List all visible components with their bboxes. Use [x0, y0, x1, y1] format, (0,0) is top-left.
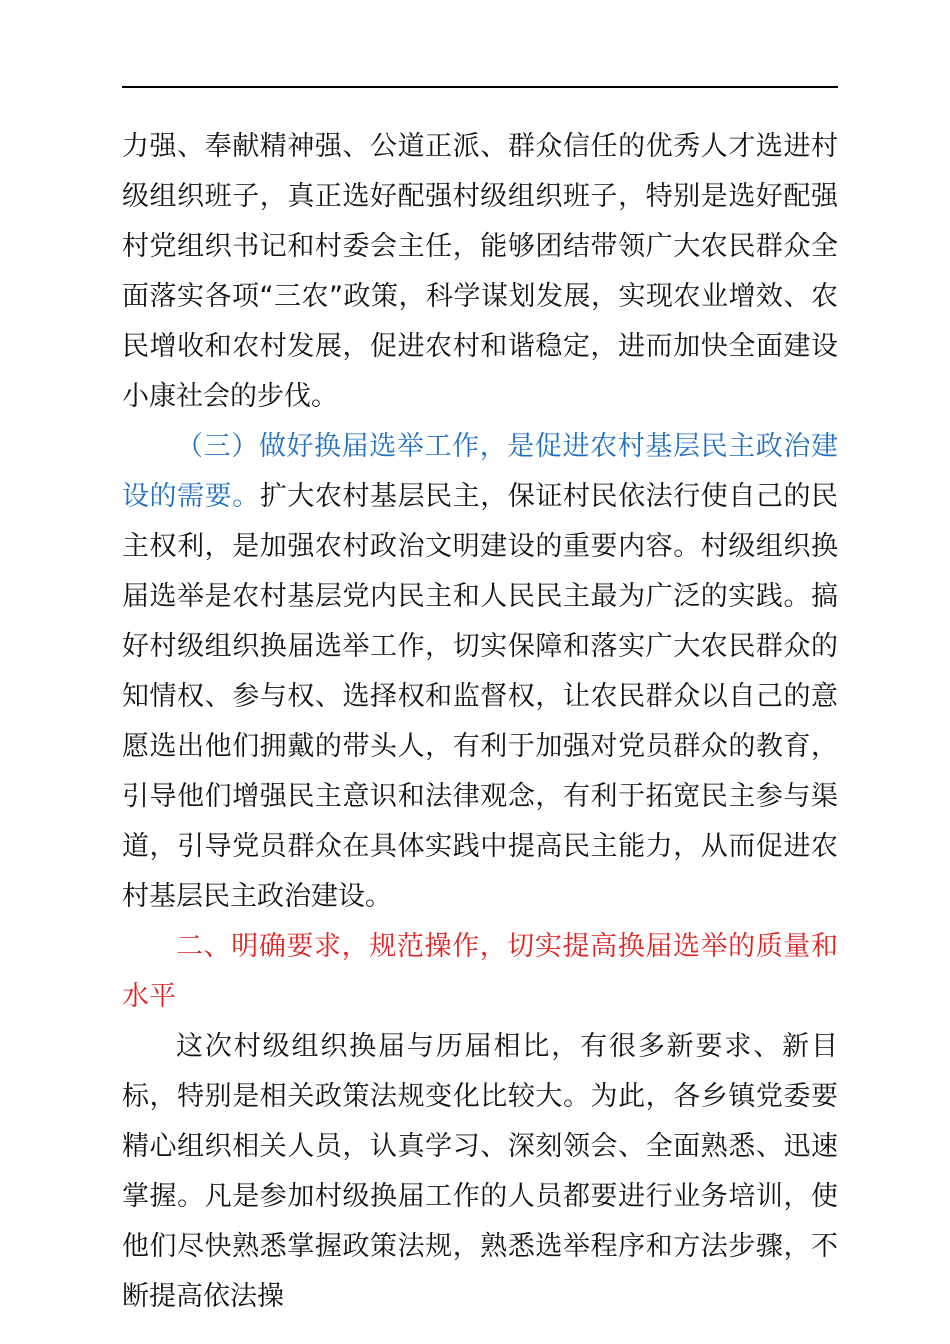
paragraph-subsection-3: [122, 422, 838, 922]
section-heading: 二、明确要求，规范操作，切实提高换届选举的质量和水平: [122, 931, 838, 1012]
body-text: [122, 122, 838, 1322]
paragraph-continued: 力强、奉献精神强、公道正派、群众信任的优秀人才选进村级组织班子，真正选好配强村级组织班子，特别是选好配强村党组织书记和村委会主任，能够团结带领广大农民群众全面落实各项“三农”政策，科学谋划发展，实现农业增效、农民增收和农村发展，促进农村和谐稳定，进而加快全面建设小康社会的步伐。: [122, 131, 838, 412]
subsection-heading: （三）做好换届选举工作，是促进农村基层民主政治建设的需要。: [122, 431, 838, 512]
paragraph-section-2-body: 这次村级组织换届与历届相比，有很多新要求、新目标，特别是相关政策法规变化比较大。为此，各乡镇党委要精心组织相关人员，认真学习、深刻领会、全面熟悉、迅速掌握。凡是参加村级换届工作的人员都要进行业务培训，使他们尽快熟悉掌握政策法规，熟悉选举程序和方法步骤，不断提高依法操: [122, 1031, 838, 1312]
subsection-body: 扩大农村基层民主，保证村民依法行使自己的民主权利，是加强农村政治文明建设的重要内容。村级组织换届选举是农村基层党内民主和人民民主最为广泛的实践。搞好村级组织换届选举工作，切实保障和落实广大农民群众的知情权、参与权、选择权和监督权，让农民群众以自己的意愿选出他们拥戴的带头人，有利于加强对党员群众的教育，引导他们增强民主意识和法律观念，有利于拓宽民主参与渠道，引导党员群众在具体实践中提高民主能力，从而促进农村基层民主政治建设。: [122, 481, 839, 912]
header-rule: [122, 86, 838, 88]
